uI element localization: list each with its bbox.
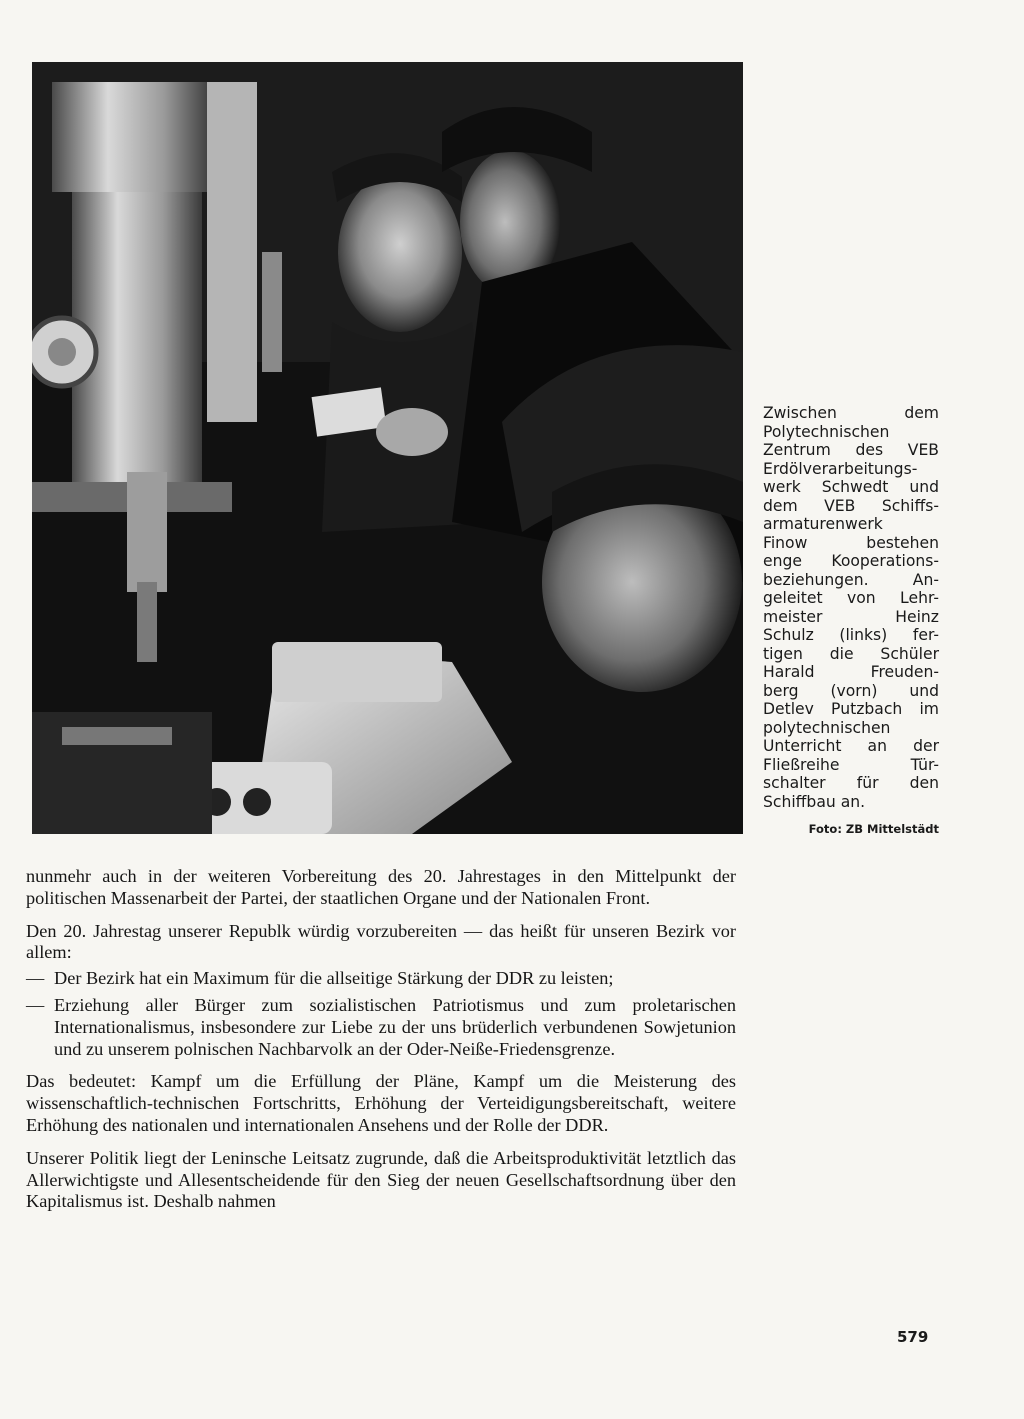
caption-line: Zwischen dem bbox=[763, 404, 939, 422]
caption-line: armaturenwerk bbox=[763, 515, 883, 533]
photo-icon bbox=[32, 62, 743, 834]
caption-line: Finow bestehen bbox=[763, 533, 939, 552]
photo-credit: Foto: ZB Mittelstädt bbox=[808, 822, 939, 836]
caption-line: Fließreihe Tür- bbox=[763, 755, 939, 774]
caption-line: Erdölverarbeitungs- bbox=[763, 459, 918, 478]
caption-line: Schulz (links) fer- bbox=[763, 626, 939, 644]
paragraph-2: Den 20. Jahrestag unserer Republk würdig vorzubereiten — das heißt für unseren Bezirk vor allem: bbox=[26, 920, 736, 963]
workshop-photo bbox=[32, 62, 743, 834]
list-item-text: Der Bezirk hat ein Maximum für die allseitige Stärkung der DDR zu leisten; bbox=[54, 968, 614, 989]
caption-line: geleitet von Lehr- bbox=[763, 589, 939, 607]
list-dash: — bbox=[26, 994, 45, 1015]
list-item bbox=[26, 995, 736, 1060]
photo-caption bbox=[763, 404, 939, 811]
caption-line: werk Schwedt und bbox=[763, 478, 939, 496]
caption-line: schalter für den bbox=[763, 774, 939, 792]
caption-line: Polytechnischen bbox=[763, 422, 890, 441]
paragraph-3: Das bedeutet: Kampf um die Erfüllung der Pläne, Kampf um die Meisterung des wissenschaftlich-technischen Fortschritts, Erhöhung der Verteidigungsbereitschaft, weitere Erhöhung des nationalen und internationalen Ansehens und der Rolle der DDR. bbox=[26, 1071, 736, 1135]
caption-line: tigen die Schüler bbox=[763, 644, 939, 663]
paragraph-4: Unserer Politik liegt der Leninsche Leitsatz zugrunde, daß die Arbeitsproduktivität letztlich das Allerwichtigste und Allesentscheidende für den Sieg der neuen Gesellschaftsordnung über den Kapitalismus ist. Deshalb nahmen bbox=[26, 1147, 736, 1212]
list-item-text: Erziehung aller Bürger zum sozialistischen Patriotismus und zum proletarischen Internationalismus, insbesondere zur Liebe zu der uns brüderlich verbundenen Sowjetunion und zu unserem polnischen Nachbarvolk an der Oder-Neiße-Friedensgrenze. bbox=[54, 994, 736, 1059]
caption-line: berg (vorn) und bbox=[763, 681, 939, 700]
caption-line: Schiffbau an. bbox=[763, 792, 866, 811]
page-number: 579 bbox=[897, 1328, 929, 1346]
article-body bbox=[26, 866, 736, 1224]
caption-line: meister Heinz bbox=[763, 607, 939, 626]
caption-line: Unterricht an der bbox=[763, 737, 939, 755]
caption-line: polytechnischen bbox=[763, 718, 891, 737]
list-item bbox=[26, 968, 736, 990]
caption-line: Harald Freuden- bbox=[763, 663, 939, 681]
caption-line: Detlev Putzbach im bbox=[763, 700, 939, 718]
list-dash: — bbox=[26, 968, 45, 989]
caption-line: Zentrum des VEB bbox=[763, 441, 939, 459]
caption-line: dem VEB Schiffs- bbox=[763, 496, 939, 515]
paragraph-1: nunmehr auch in der weiteren Vorbereitung des 20. Jahrestages in den Mittelpunkt der politischen Massenarbeit der Partei, der staatlichen Organe und der Nationalen Front. bbox=[26, 866, 736, 908]
caption-line: enge Kooperations- bbox=[763, 552, 939, 570]
caption-line: beziehungen. An- bbox=[763, 570, 939, 589]
